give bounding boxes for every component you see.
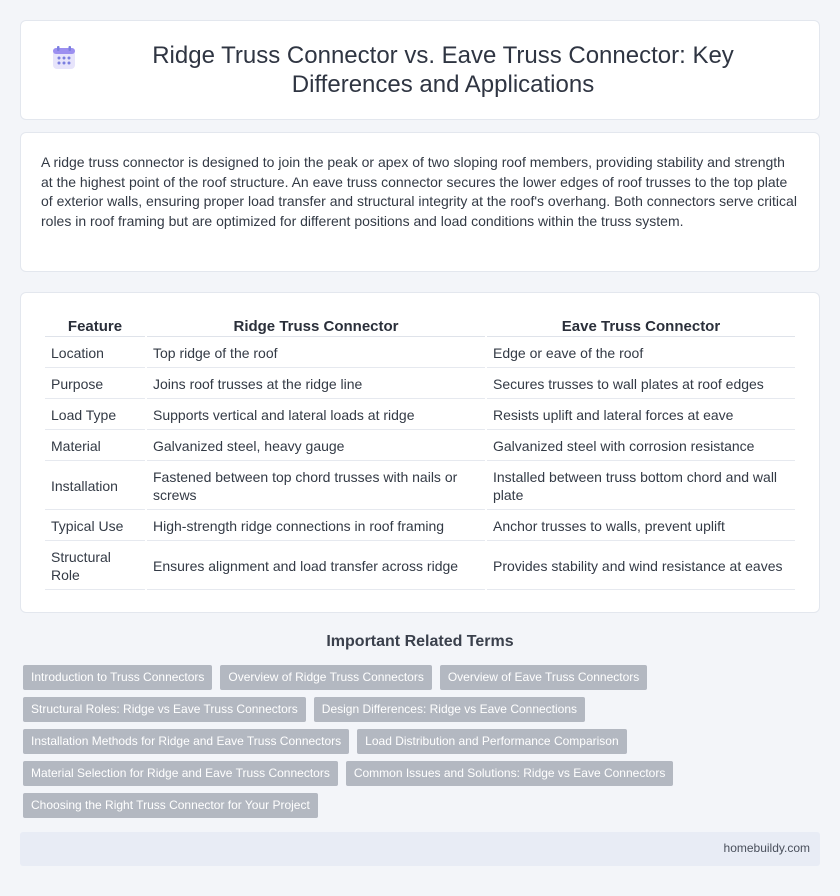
page-title: Ridge Truss Connector vs. Eave Truss Connector: Key Differences and Applications (152, 42, 734, 98)
header-feature: Feature (45, 315, 145, 337)
cell-feature: Typical Use (45, 512, 145, 541)
footer-site: homebuildy.com (723, 841, 810, 855)
title-card (20, 20, 820, 120)
cell-eave: Galvanized steel with corrosion resistance (487, 432, 795, 461)
table-row (45, 370, 795, 399)
related-term-tag[interactable]: Load Distribution and Performance Comparison (357, 729, 626, 754)
intro-card (20, 132, 820, 272)
related-term-tag[interactable]: Design Differences: Ridge vs Eave Connections (314, 697, 585, 722)
cell-ridge: Ensures alignment and load transfer across ridge (147, 543, 485, 590)
cell-feature: Location (45, 339, 145, 368)
related-term-tag[interactable]: Overview of Eave Truss Connectors (440, 665, 647, 690)
title-wrap (51, 41, 789, 99)
cell-feature: Load Type (45, 401, 145, 430)
table-row (45, 463, 795, 510)
table-row (45, 543, 795, 590)
cell-feature: Installation (45, 463, 145, 510)
cell-ridge: Joins roof trusses at the ridge line (147, 370, 485, 399)
cell-feature: Material (45, 432, 145, 461)
comparison-table-card (20, 292, 820, 613)
cell-eave: Installed between truss bottom chord and wall plate (487, 463, 795, 510)
table-row (45, 432, 795, 461)
cell-ridge: High-strength ridge connections in roof framing (147, 512, 485, 541)
cell-eave: Edge or eave of the roof (487, 339, 795, 368)
calendar-grid-icon (51, 45, 77, 71)
cell-feature: Structural Role (45, 543, 145, 590)
table-header-row (45, 315, 795, 337)
intro-paragraph: A ridge truss connector is designed to join the peak or apex of two sloping roof members, providing stability and strength at the highest point of the roof structure. An eave truss connector secures the lower edges of roof trusses to the top plate of exterior walls, ensuring proper load transfer and structural integrity at the roof's overhang. Both connectors serve critical roles in roof framing but are optimized for different positions and load conditions within the truss system. (41, 154, 797, 229)
cell-ridge: Supports vertical and lateral loads at ridge (147, 401, 485, 430)
header-ridge: Ridge Truss Connector (147, 315, 485, 337)
cell-eave: Anchor trusses to walls, prevent uplift (487, 512, 795, 541)
cell-eave: Provides stability and wind resistance at eaves (487, 543, 795, 590)
table-row (45, 339, 795, 368)
footer (20, 832, 820, 866)
related-term-tag[interactable]: Overview of Ridge Truss Connectors (220, 665, 431, 690)
cell-ridge: Top ridge of the roof (147, 339, 485, 368)
comparison-table (43, 313, 797, 592)
related-term-tag[interactable]: Installation Methods for Ridge and Eave Truss Connectors (23, 729, 349, 754)
cell-eave: Secures trusses to wall plates at roof edges (487, 370, 795, 399)
related-term-tag[interactable]: Structural Roles: Ridge vs Eave Truss Connectors (23, 697, 306, 722)
table-row (45, 401, 795, 430)
cell-feature: Purpose (45, 370, 145, 399)
header-eave: Eave Truss Connector (487, 315, 795, 337)
cell-eave: Resists uplift and lateral forces at eave (487, 401, 795, 430)
related-term-tag[interactable]: Choosing the Right Truss Connector for Your Project (23, 793, 318, 818)
cell-ridge: Galvanized steel, heavy gauge (147, 432, 485, 461)
related-terms-list (23, 665, 823, 825)
related-term-tag[interactable]: Introduction to Truss Connectors (23, 665, 212, 690)
cell-ridge: Fastened between top chord trusses with nails or screws (147, 463, 485, 510)
table-row (45, 512, 795, 541)
related-term-tag[interactable]: Material Selection for Ridge and Eave Truss Connectors (23, 761, 338, 786)
related-term-tag[interactable]: Common Issues and Solutions: Ridge vs Eave Connectors (346, 761, 674, 786)
related-terms-heading: Important Related Terms (326, 633, 514, 650)
